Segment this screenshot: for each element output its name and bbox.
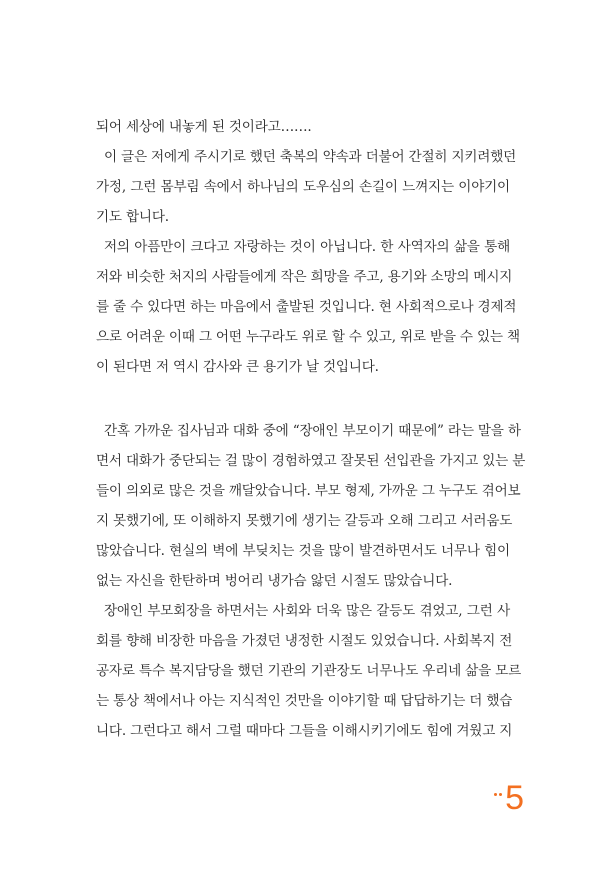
text-line: 를 줄 수 있다면 하는 마음에서 출발된 것입니다. 현 사회적으로나 경제적 [96,299,517,315]
text-line: 지 못했기에, 또 이해하지 못했기에 생기는 갈등과 오해 그리고 서러움도 [96,513,513,529]
page-number-dots-icon [494,793,502,796]
text-line: 기도 합니다. [96,209,169,225]
text-line: 회를 향해 비장한 마음을 가졌던 냉정한 시절도 있었습니다. 사회복지 전 [96,633,513,649]
text-line: 는 통상 책에서나 아는 지식적인 것만을 이야기할 때 답답하기는 더 했습 [96,693,513,709]
text-line: 없는 자신을 한탄하며 벙어리 냉가슴 앓던 시절도 많았습니다. [96,573,453,589]
text-line: 장애인 부모회장을 하면서는 사회와 더욱 많은 갈등도 겪었고, 그런 사 [104,603,510,619]
page-number [494,781,524,815]
text-line: 니다. 그런다고 해서 그럴 때마다 그들을 이해시키기에도 힘에 겨웠고 지 [96,723,513,739]
text-line: 저와 비슷한 처지의 사람들에게 작은 희망을 주고, 용기와 소망의 메시지 [96,269,513,285]
text-line: 면서 대화가 중단되는 걸 많이 경험하였고 잘못된 선입관을 가지고 있는 분 [96,453,526,469]
text-line: 저의 아픔만이 크다고 자랑하는 것이 아닙니다. 한 사역자의 삶을 통해 [104,239,510,255]
text-line: 이 글은 저에게 주시기로 했던 축복의 약속과 더불어 간절히 지키려했던 [104,149,517,165]
page-number-value: 5 [505,779,524,817]
text-line: 간혹 가까운 집사님과 대화 중에 “장애인 부모이기 때문에” 라는 말을 하 [104,423,521,439]
text-line: 되어 세상에 내놓게 된 것이라고……. [96,119,312,135]
text-line: 이 된다면 저 역시 감사와 큰 용기가 날 것입니다. [96,359,379,375]
text-line: 들이 의외로 많은 것을 깨달았습니다. 부모 형제, 가까운 그 누구도 겪어보 [96,483,521,499]
text-line: 많았습니다. 현실의 벽에 부딪치는 것을 많이 발견하면서도 너무나 힘이 [96,543,510,559]
text-line: 공자로 특수 복지담당을 했던 기관의 기관장도 너무나도 우리네 삶을 모르 [96,663,522,679]
text-line: 으로 어려운 이때 그 어떤 누구라도 위로 할 수 있고, 위로 받을 수 있는 책 [96,329,520,345]
text-line: 가정, 그런 몸부림 속에서 하나님의 도우심의 손길이 느껴지는 이야기이 [96,179,510,195]
